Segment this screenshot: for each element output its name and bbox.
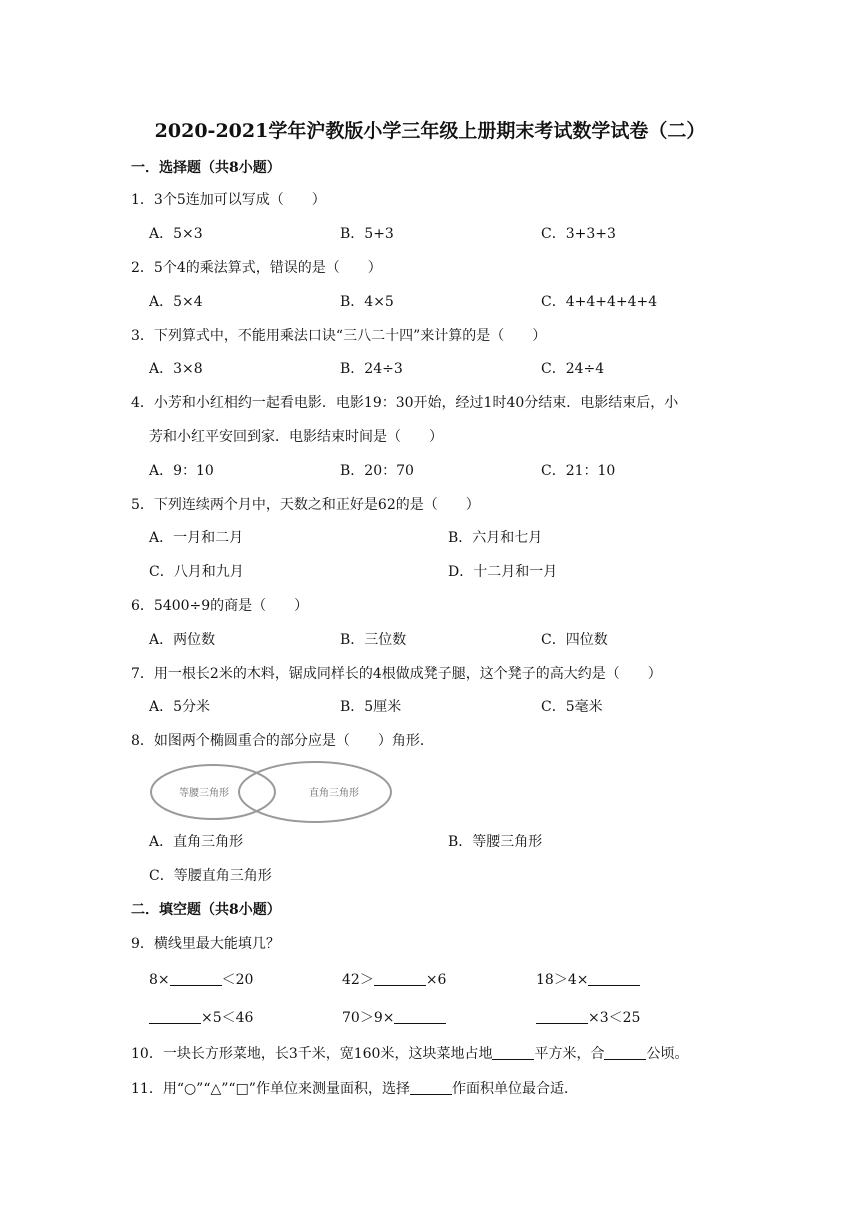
venn-ellipses-figure: [146, 760, 394, 826]
question-10: 10．一块长方形菜地，长3千米，宽160米，这块菜地占地 平方米，合 公顷。: [131, 1046, 689, 1062]
question-9-stem: 9．横线里最大能填几？: [131, 936, 280, 952]
question-5-stem: 5．下列连续两个月中，天数之和正好是62的是（ ）: [131, 497, 480, 513]
answer-blank[interactable]: [604, 1045, 646, 1060]
question-3-option-b: B．24÷3: [340, 361, 403, 377]
answer-blank[interactable]: [588, 971, 640, 986]
answer-blank[interactable]: [394, 1009, 446, 1024]
question-5-option-a: A．一月和二月: [149, 530, 244, 546]
question-5-option-d: D．十二月和一月: [448, 564, 558, 580]
question-2-option-a: A．5×4: [149, 294, 203, 310]
answer-blank[interactable]: [536, 1009, 588, 1024]
question-8-option-b: B．等腰三角形: [448, 834, 543, 850]
question-4-option-c: C．21：10: [541, 463, 616, 479]
q9-expr-r1c1: 8× ＜20: [149, 972, 254, 988]
question-2-option-c: C．4+4+4+4+4: [541, 294, 658, 310]
question-2-option-b: B．4×5: [340, 294, 394, 310]
answer-blank[interactable]: [492, 1045, 534, 1060]
question-6-stem: 6．5400÷9的商是（ ）: [131, 598, 309, 614]
question-7-option-c: C．5毫米: [541, 699, 603, 715]
question-1-option-a: A．5×3: [149, 226, 203, 242]
question-11: 11．用“○”“△”“□”作单位来测量面积，选择 作面积单位最合适．: [131, 1081, 578, 1097]
answer-blank[interactable]: [149, 1009, 201, 1024]
question-1-option-b: B．5+3: [340, 226, 394, 242]
question-4-option-a: A．9：10: [149, 463, 214, 479]
question-8-stem: 8．如图两个椭圆重合的部分应是（ ）角形．: [131, 733, 434, 749]
question-1-option-c: C．3+3+3: [541, 226, 616, 242]
question-8-option-c: C．等腰直角三角形: [149, 868, 272, 884]
q9-expr-r2c2: 70＞9×: [342, 1008, 446, 1028]
question-3-option-a: A．3×8: [149, 361, 203, 377]
question-2-stem: 2．5个4的乘法算式，错误的是（ ）: [131, 260, 382, 276]
q9-expr-r1c3: 18＞4×: [536, 970, 640, 990]
question-6-option-c: C．四位数: [541, 632, 608, 648]
question-1-stem: 1．3个5连加可以写成（ ）: [131, 192, 326, 208]
q9-expr-r1c2: 42＞ ×6: [342, 972, 447, 988]
answer-blank[interactable]: [170, 971, 222, 986]
question-4-option-b: B．20：70: [340, 463, 414, 479]
ellipse-right-label: 直角三角形: [309, 788, 359, 799]
question-7-option-a: A．5分米: [149, 699, 211, 715]
section-heading-choice: 一．选择题（共8小题）: [131, 160, 281, 176]
answer-blank[interactable]: [374, 971, 426, 986]
question-6-option-b: B．三位数: [340, 632, 407, 648]
question-4-stem-line-1: 4．小芳和小红相约一起看电影．电影19：30开始，经过1时40分结束．电影结束后，小: [131, 395, 679, 411]
question-3-option-c: C．24÷4: [541, 361, 605, 377]
q9-expr-r2c1: ×5＜46: [149, 1008, 253, 1028]
question-5-option-c: C．八月和九月: [149, 564, 244, 580]
question-3-stem: 3．下列算式中，不能用乘法口诀“三八二十四”来计算的是（ ）: [131, 328, 547, 344]
section-heading-fill-in: 二．填空题（共8小题）: [131, 902, 281, 918]
question-5-option-b: B．六月和七月: [448, 530, 543, 546]
question-4-stem-line-2: 芳和小红平安回到家．电影结束时间是（ ）: [149, 429, 443, 445]
page-title: 2020-2021学年沪教版小学三年级上册期末考试数学试卷（二）: [154, 120, 706, 142]
answer-blank[interactable]: [410, 1080, 452, 1095]
question-8-option-a: A．直角三角形: [149, 834, 244, 850]
question-7-option-b: B．5厘米: [340, 699, 402, 715]
question-6-option-a: A．两位数: [149, 632, 216, 648]
question-7-stem: 7．用一根长2米的木料，锯成同样长的4根做成凳子腿，这个凳子的高大约是（ ）: [131, 666, 662, 682]
q9-expr-r2c3: ×3＜25: [536, 1008, 640, 1028]
ellipse-left-label: 等腰三角形: [179, 788, 229, 799]
